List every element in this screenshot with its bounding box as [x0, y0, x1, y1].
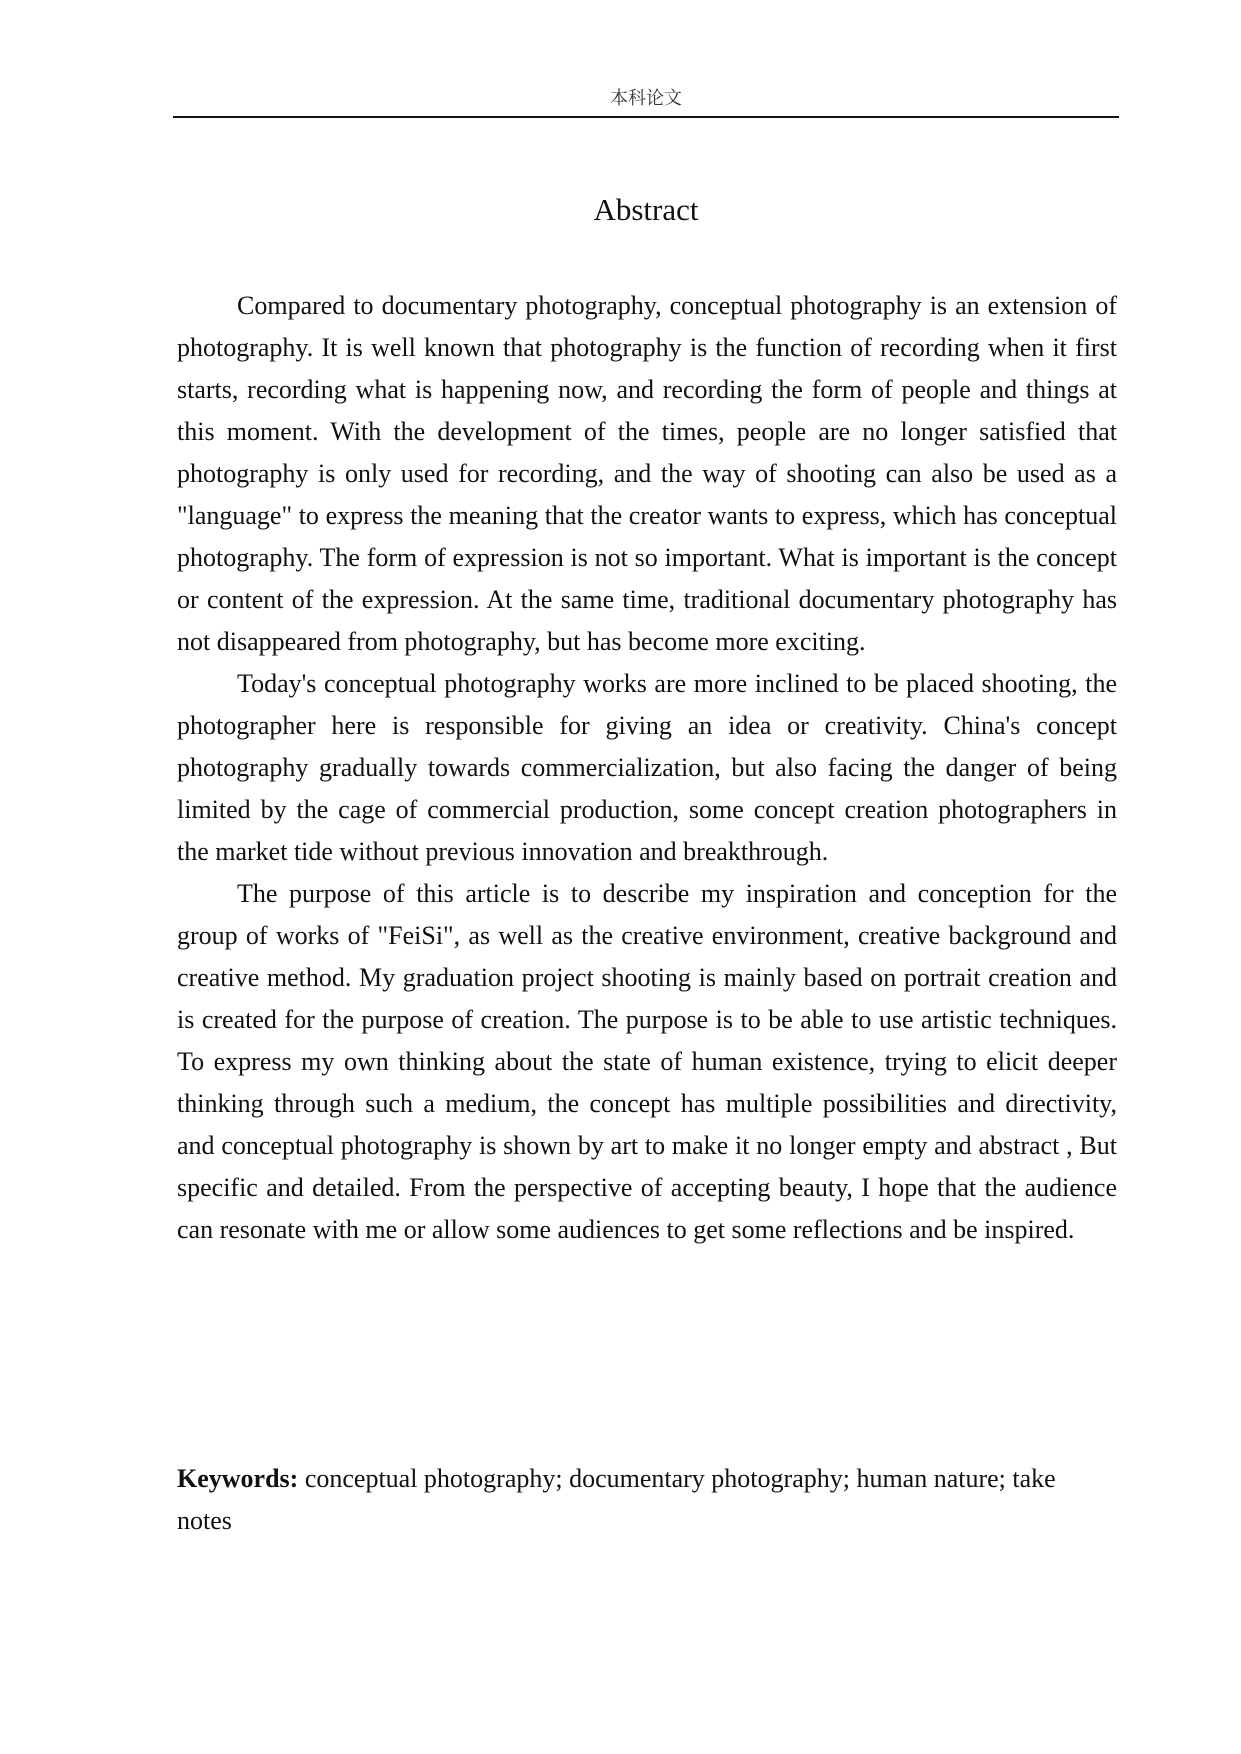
abstract-body — [177, 285, 1117, 1251]
running-header-title: 本科论文 — [610, 88, 682, 109]
keywords-text: conceptual photography; documentary photography; human nature; take notes — [177, 1464, 1056, 1535]
keywords-line — [177, 1458, 1117, 1542]
abstract-paragraph-1: Compared to documentary photography, conceptual photography is an extension of photography. It is well known that photography is the function of recording when it first starts, recording what is happening now, and recording the form of people and things at this moment. With the development of the times, people are no longer satisfied that photography is only used for recording, and the way of shooting can also be used as a "language" to express the meaning that the creator wants to express, which has conceptual photography. The form of expression is not so important. What is important is the concept or content of the expression. At the same time, traditional documentary photography has not disappeared from photography, but has become more exciting. — [177, 291, 1117, 656]
abstract-title: Abstract — [593, 192, 699, 227]
keywords-label: Keywords: — [177, 1464, 299, 1493]
abstract-paragraph-3: The purpose of this article is to describe my inspiration and conception for the group of works of "FeiSi", as well as the creative environment, creative background and creative method. My graduation project shooting is mainly based on portrait creation and is created for the purpose of creation. The purpose is to be able to use artistic techniques. To express my own thinking about the state of human existence, trying to elicit deeper thinking through such a medium, the concept has multiple possibilities and directivity, and conceptual photography is shown by art to make it no longer empty and abstract , But specific and detailed. From the perspective of accepting beauty, I hope that the audience can resonate with me or allow some audiences to get some reflections and be inspired. — [177, 879, 1117, 1244]
running-header — [173, 86, 1119, 118]
abstract-paragraph-2: Today's conceptual photography works are more inclined to be placed shooting, the photographer here is responsible for giving an idea or creativity. China's concept photography gradually towards commercialization, but also facing the danger of being limited by the cage of commercial production, some concept creation photographers in the market tide without previous innovation and breakthrough. — [177, 669, 1117, 866]
